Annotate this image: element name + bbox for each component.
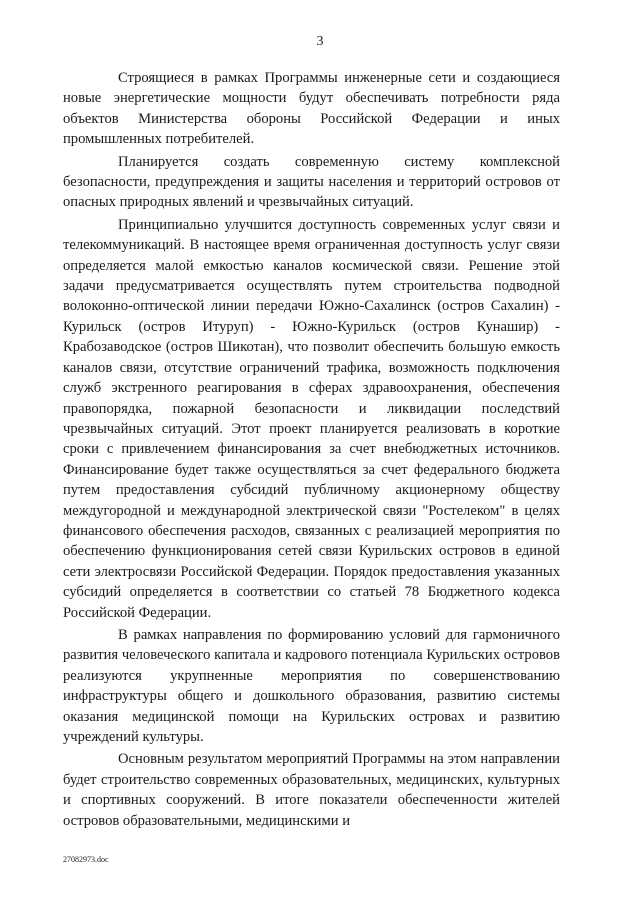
paragraph: Строящиеся в рамках Программы инженерные сети и создающиеся новые энергетические мощности будут обеспечивать потребности ряда объектов Министерства обороны Российской Федерации и иных промышленных потребителей. (63, 70, 560, 148)
document-filename-footer: 27082973.doc (63, 855, 109, 864)
paragraph: Принципиально улучшится доступность современных услуг связи и телекоммуникаций. В настоящее время ограниченная доступность услуг связи определяется малой емкостью каналов космической связи. Решение этой задачи предусматривается осуществлять путем строительства подводной волоконно-оптической линии передачи Южно-Сахалинск (остров Сахалин) - Курильск (остров Итуруп) - Южно-Курильск (остров Кунашир) - Крабозаводское (остров Шикотан), что позволит обеспечить большую емкость каналов связи, отсутствие ограничений трафика, возможность подключения служб экстренного реагирования в сферах здравоохранения, обеспечения правопорядка, пожарной безопасности и ликвидации последствий чрезвычайных ситуаций. Этот проект планируется реализовать в короткие сроки с привлечением финансирования за счет внебюджетных источников. Финансирование будет также осуществляться за счет федерального бюджета путем предоставления субсидий публичному акционерному обществу междугородной и международной электрической связи "Ростелеком" в целях финансового обеспечения расходов, связанных с реализацией мероприятия по обеспечению функционирования сетей связи Курильских островов в единой сети электросвязи Российской Федерации. Порядок предоставления указанных субсидий определяется в соответствии со статьей 78 Бюджетного кодекса Российской Федерации. (63, 216, 560, 621)
paragraph: Основным результатом мероприятий Программы на этом направлении будет строительство современных образовательных, медицинских, культурных и спортивных сооружений. В итоге показатели обеспеченности жителей островов образовательными, медицинскими и (63, 751, 560, 829)
page-number: 3 (316, 34, 324, 49)
document-body (63, 68, 560, 833)
paragraph: В рамках направления по формированию условий для гармоничного развития человеческого капитала и кадрового потенциала Курильских островов реализуются укрупненные мероприятия по совершенствованию инфраструктуры общего и дошкольного образования, развитию системы оказания медицинской помощи на Курильских островах и развитию учреждений культуры. (63, 626, 560, 745)
paragraph: Планируется создать современную систему комплексной безопасности, предупреждения и защиты населения и территорий островов от опасных природных явлений и чрезвычайных ситуаций. (63, 153, 560, 211)
